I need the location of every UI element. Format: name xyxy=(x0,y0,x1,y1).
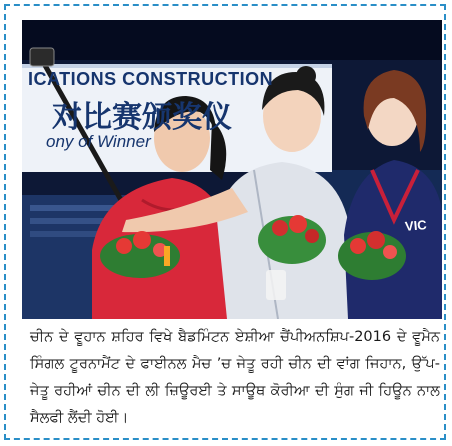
photo-caption: ਚੀਨ ਦੇ ਵੂਹਾਨ ਸ਼ਹਿਰ ਵਿਖੇ ਬੈਡਮਿੰਟਨ ਏਸ਼ੀਆ ਚੈਂਪੀਅਨਸ਼ਿਪ-2016 ਦੇ ਵੂਮੈਨ ਸਿੰਗਲ ਟੂਰਨਾਮੈਂਟ ਦੇ ਫਾਈਨਲ ਮੈਚ ’ਚ ਜੇਤੂ ਰਹੀ ਚੀਨ ਦੀ ਵਾਂਗ ਜਿਹਾਨ, ਉੱਪ-ਜੇਤੂ ਰਹੀਆਂ ਚੀਨ ਦੀ ਲੀ ਜ਼ਿਊਰਈ ਤੇ ਸਾਊਥ ਕੋਰੀਆ ਦੀ ਸੁੰਗ ਜੀ ਹਿਊਨ ਨਾਲ ਸੈਲਫੀ ਲੈਂਦੀ ਹੋਈ। xyxy=(30,329,440,426)
phone xyxy=(30,48,54,66)
news-photo-frame xyxy=(4,4,446,440)
sign-text-english: ICATIONS CONSTRUCTION xyxy=(28,69,274,89)
photo-illustration xyxy=(22,20,442,319)
sign-text-ceremony: ony of Winner xyxy=(46,132,151,151)
press-photo xyxy=(22,20,442,319)
sign-text-chinese: 对比赛颁奖仪 xyxy=(52,101,232,134)
jacket-brand-text: VIC xyxy=(404,217,428,234)
